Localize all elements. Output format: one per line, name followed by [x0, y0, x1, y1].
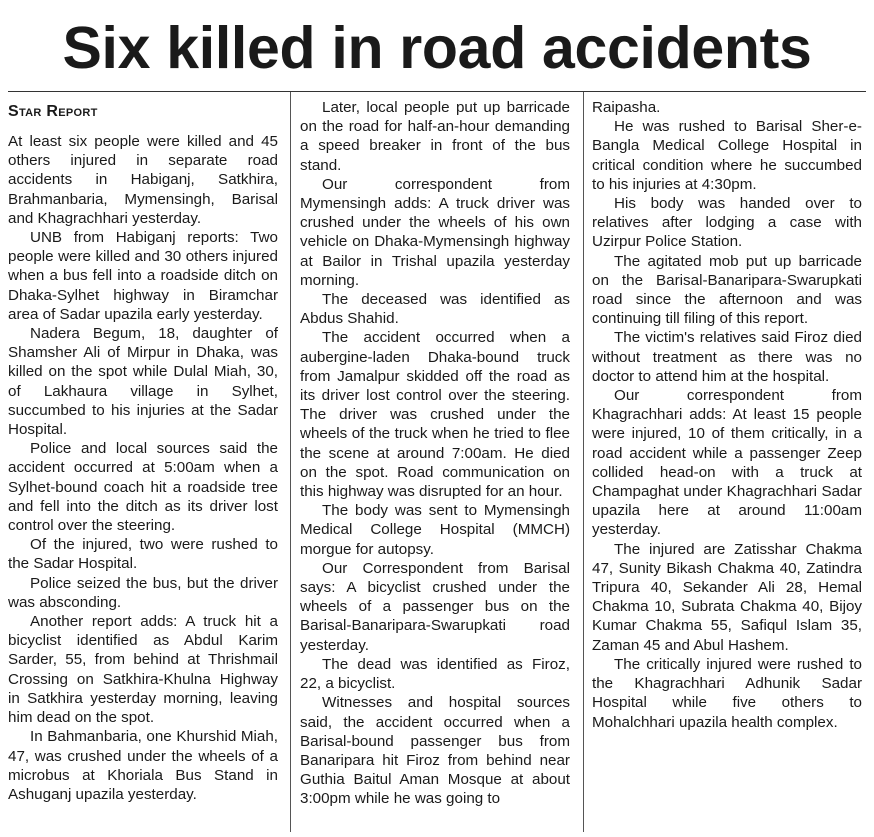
paragraph: Of the injured, two were rushed to the Sadar Hospital. [8, 536, 278, 573]
paragraph: Witnesses and hospital sources said, the accident occurred when a Barisal-bound passenger bus from Banaripara hit Firoz from behind near Guthia Baitul Aman Mosque at about 3:00pm while he was going to [300, 694, 570, 808]
headline: Six killed in road accidents [62, 15, 812, 81]
column-2 [300, 98, 570, 809]
paragraph: Our correspondent from Mymensingh adds: A truck driver was crushed under the wheels of his own vehicle on Dhaka-Mymensingh highway at Bailor in Trishal upazila yesterday morning. [300, 175, 570, 289]
paragraph: The dead was identified as Firoz, 22, a bicyclist. [300, 655, 570, 693]
column-divider [583, 92, 584, 832]
paragraph: UNB from Habiganj reports: Two people were killed and 30 others injured when a bus fell into a roadside ditch on Dhaka-Sylhet highway in Biramchar area of Sadar upazila early yesterday. [8, 229, 278, 323]
paragraph: Police seized the bus, but the driver was absconding. [8, 574, 278, 611]
paragraph: At least six people were killed and 45 others injured in separate road accidents in Habiganj, Satkhira, Brahmanbaria, Mymensingh, Barisal and Khagrachhari yesterday. [8, 133, 278, 227]
column-divider [290, 92, 291, 832]
column-3 [592, 98, 862, 732]
paragraph: The agitated mob put up barricade on the Barisal-Banaripara-Swarupkati road since the afternoon and was continuing till filing of this report. [592, 252, 862, 328]
paragraph: Our Correspondent from Barisal says: A bicyclist crushed under the wheels of a passenger bus on the Barisal-Banaripara-Swarupkati road yesterday. [300, 559, 570, 654]
paragraph: The injured are Zatisshar Chakma 47, Sunity Bikash Chakma 40, Zatindra Tripura 40, Sekander Ali 28, Hemal Chakma 10, Subrata Chakma 40, Bijoy Kumar Chakma 55, Safiqul Islam 35, Zaman 45 and Abul Hashem. [592, 540, 862, 654]
paragraph: The accident occurred when a aubergine-laden Dhaka-bound truck from Jamalpur skidded off the road as its driver lost control over the steering. The driver was crushed under the wheels of the truck when he tried to flee the scene at around 7:00am. He died on the spot. Road communication on this highway was disrupted for an hour. [300, 329, 570, 501]
byline: Star Report [8, 103, 98, 120]
paragraph: Raipasha. [592, 99, 661, 116]
article-body [8, 92, 866, 832]
paragraph: The victim's relatives said Firoz died without treatment as there was no doctor to attend him at the hospital. [592, 329, 862, 385]
paragraph: The deceased was identified as Abdus Shahid. [300, 291, 570, 328]
paragraph: The body was sent to Mymensingh Medical College Hospital (MMCH) morgue for autopsy. [300, 502, 570, 558]
paragraph: In Bahmanbaria, one Khurshid Miah, 47, was crushed under the wheels of a microbus at Khoriala Bus Stand in Ashuganj upazila yesterday. [8, 728, 278, 803]
paragraph: Our correspondent from Khagrachhari adds: At least 15 people were injured, 10 of them critically, in a road accident while a passenger Zeep collided head-on with a truck at Champaghat under Khagrachhari Sadar upazila here at around 11:00am yesterday. [592, 387, 862, 539]
paragraph: He was rushed to Barisal Sher-e-Bangla Medical College Hospital in critical condition where he succumbed to his injuries at 4:30pm. [592, 118, 862, 193]
paragraph: The critically injured were rushed to the Khagrachhari Adhunik Sadar Hospital while five others to Mohalchhari upazila health complex. [592, 655, 862, 731]
paragraph: Nadera Begum, 18, daughter of Shamsher Ali of Mirpur in Dhaka, was killed on the spot while Dulal Miah, 30, of Lakhaura village in Sylhet, succumbed to his injuries at the Sadar Hospital. [8, 325, 278, 439]
paragraph: Another report adds: A truck hit a bicyclist identified as Abdul Karim Sarder, 55, from behind at Thrishmail Crossing on Satkhira-Khulna Highway in Satkhira yesterday morning, leaving him dead on the spot. [8, 613, 278, 727]
column-1 [8, 102, 278, 804]
paragraph: Police and local sources said the accident occurred at 5:00am when a Sylhet-bound coach hit a roadside tree and fell into the ditch as its driver lost control over the steering. [8, 440, 278, 535]
paragraph: His body was handed over to relatives after lodging a case with Uzirpur Police Station. [592, 195, 862, 251]
paragraph: Later, local people put up barricade on the road for half-an-hour demanding a speed breaker in front of the bus stand. [300, 99, 570, 174]
